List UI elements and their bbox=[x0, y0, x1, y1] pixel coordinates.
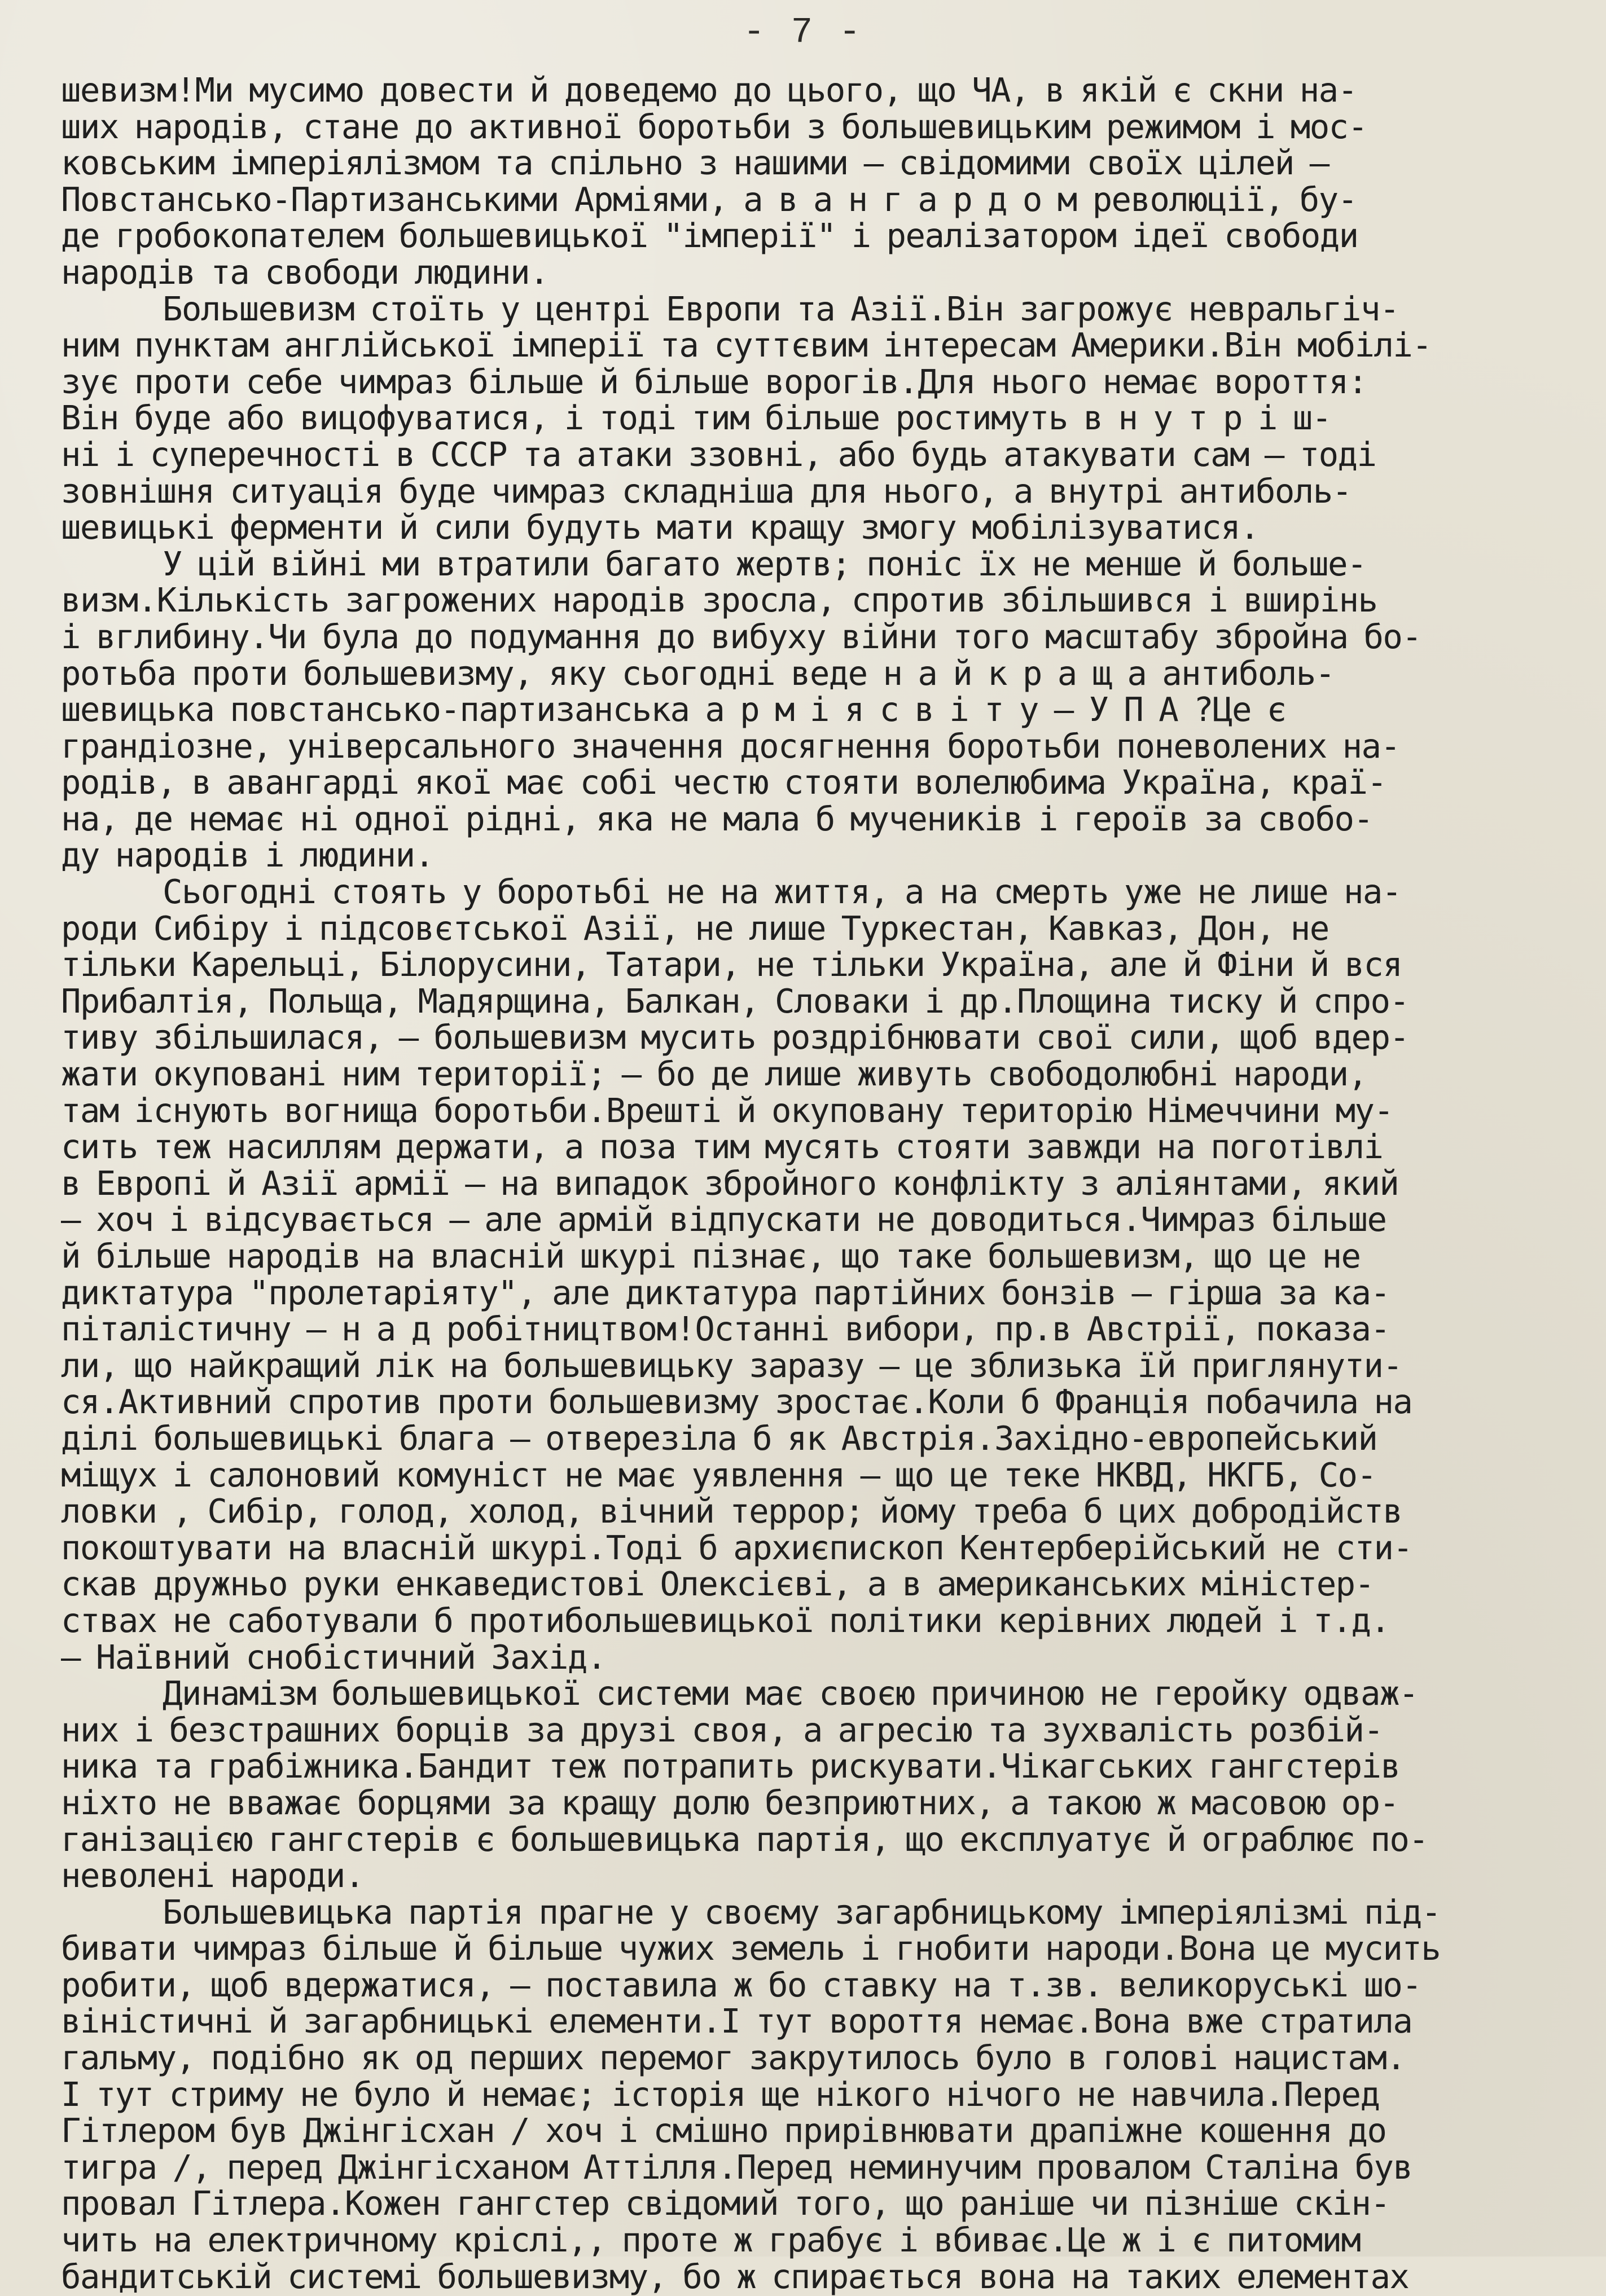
text-line: – хоч і відсувається – але армій відпускати не доводиться.Чимраз більше bbox=[61, 1200, 1386, 1239]
text-line: бандитській системі большевизму, бо ж спирається вона на таких елементах bbox=[61, 2257, 1409, 2296]
text-line: роди Сибіру і підсовєтської Азії, не лише Туркестан, Кавказ, Дон, не bbox=[61, 908, 1329, 948]
text-line: Прибалтія, Польща, Мадярщина, Балкан, Словаки і др.Площина тиску й спро- bbox=[61, 981, 1409, 1021]
text-line: народів та свободи людини. bbox=[61, 252, 549, 292]
text-line: ділі большевицькі блага – отверезіла б як Австрія.Західно-европейський bbox=[61, 1418, 1377, 1458]
text-line: ні і суперечності в СССР та атаки ззовні, або будь атакувати сам – тоді bbox=[61, 434, 1376, 474]
text-line: шевизм!Ми мусимо довести й доведемо до цього, що ЧА, в якій є скни на- bbox=[61, 71, 1357, 109]
text-line: провал Гітлера.Кожен гангстер свідомий того, що раніше чи пізніше скін- bbox=[61, 2184, 1390, 2223]
text-line: Повстансько-Партизанськими Арміями, а в а н г а р д о м революції, бу- bbox=[61, 179, 1357, 219]
text-line: ли, що найкращий лік на большевицьку заразу – це зблизька їй приглянути- bbox=[61, 1345, 1402, 1385]
text-line: ловки , Сибір, голод, холод, вічний террор; йому треба б цих добродійств bbox=[61, 1492, 1402, 1531]
paragraph-first-line: Большевицька партія прагне у своєму загарбницькому імперіялізмі під- bbox=[163, 1892, 1441, 1932]
text-line: жати окуповані ним території; – бо де лише живуть свободолюбні народи, bbox=[61, 1054, 1367, 1094]
text-line: родів, в авангарді якої має собі честю стояти волелюбима Україна, краї- bbox=[61, 763, 1386, 802]
text-line: піталістичну – н а д робітництвом!Останні вибори, пр.в Австрії, показа- bbox=[61, 1309, 1390, 1349]
text-line: ковським імперіялізмом та спільно з нашими – свідомими своїх цілей – bbox=[61, 143, 1329, 183]
text-line: Гітлером був Джінгісхан / хоч і смішно прирівнювати драпіжне кошення до bbox=[61, 2111, 1386, 2150]
paragraph-first-line: Сьогодні стоять у боротьбі не на життя, а на смерть уже не лише на- bbox=[163, 872, 1401, 912]
text-line: на, де немає ні одної рідні, яка не мала б мучеників і героїв за свобо- bbox=[61, 799, 1373, 838]
text-line: гальму, подібно як од перших перемог закрутилось було в голові нацистам. bbox=[61, 2038, 1406, 2078]
text-line: скав дружньо руки енкаведистові Олексієві, а в американських міністер- bbox=[61, 1564, 1374, 1604]
text-line: – Наївний снобістичний Захід. bbox=[61, 1637, 606, 1677]
text-line: І тут стриму не було й немає; історія ще нікого нічого не навчила.Перед bbox=[61, 2074, 1380, 2114]
text-line: чить на електричному кріслі,, проте ж грабує і вбиває.Це ж і є питомим bbox=[61, 2220, 1361, 2260]
text-line: диктатура "пролетаріяту", але диктатура партійних бонзів – гірша за ка- bbox=[61, 1273, 1390, 1312]
text-line: в Европі й Азії армії – на випадок збройного конфлікту з аліянтами, який bbox=[61, 1163, 1399, 1203]
text-line: покоштувати на власній шкурі.Тоді б архиєпископ Кентерберійський не сти- bbox=[61, 1528, 1412, 1567]
text-line: ніхто не вважає борцями за кращу долю безприютних, а такою ж масовою ор- bbox=[61, 1783, 1399, 1822]
text-line: міщух і салоновий комуніст не має уявлення – що це теке НКВД, НКГБ, Со- bbox=[61, 1455, 1376, 1494]
text-line: віністичні й загарбницькі елементи.І тут вороття немає.Вона вже стратила bbox=[61, 2002, 1412, 2041]
text-line: зовнішня ситуація буде чимраз складніша для нього, а внутрі антиболь- bbox=[61, 471, 1352, 511]
text-line: зує проти себе чимраз більше й більше ворогів.Для нього немає вороття: bbox=[61, 362, 1367, 401]
text-line: ду народів і людини. bbox=[61, 835, 434, 875]
text-line: Він буде або вицофуватися, і тоді тим більше ростимуть в н у т р і ш- bbox=[61, 398, 1331, 438]
text-line: там існують вогнища боротьби.Врешті й окуповану територію Німеччини му- bbox=[61, 1090, 1393, 1130]
text-line: й більше народів на власній шкурі пізнає, що таке большевизм, що це не bbox=[61, 1237, 1361, 1275]
paragraph-first-line: Динамізм большевицької системи має своєю причиною не геройку одваж- bbox=[163, 1674, 1418, 1713]
text-line: тигра /, перед Джінгісханом Аттілля.Перед неминучим провалом Сталіна був bbox=[61, 2147, 1412, 2187]
text-line: ших народів, стане до активної боротьби з большевицьким режимом і мос- bbox=[61, 107, 1367, 146]
text-line: бивати чимраз більше й більше чужих земель і гнобити народи.Вона це мусить bbox=[61, 1929, 1441, 1968]
text-line: тиву збільшилася, – большевизм мусить роздрібнювати свої сили, щоб вдер- bbox=[61, 1018, 1409, 1057]
text-line: ротьба проти большевизму, яку сьогодні веде н а й к р а щ а антиболь- bbox=[61, 653, 1335, 693]
text-line: ся.Активний спротив проти большевизму зростає.Коли б Франція побачила на bbox=[61, 1382, 1412, 1422]
text-line: де гробокопателем большевицької "імперії" і реалізатором ідеї свободи bbox=[61, 216, 1358, 256]
text-line: тільки Карельці, Білорусини, Татари, не тільки Україна, але й Фіни й вся bbox=[61, 945, 1402, 984]
text-line: і вглибину.Чи була до подумання до вибуху війни того масштабу збройна бо- bbox=[61, 617, 1421, 656]
text-line: ганізацією гангстерів є большевицька партія, що експлуатує й ограблює по- bbox=[61, 1819, 1428, 1859]
text-line: шевицькі ферменти й сили будуть мати кращу змогу мобілізуватися. bbox=[61, 508, 1259, 547]
text-line: ствах не саботували б протибольшевицької політики керівних людей і т.д. bbox=[61, 1600, 1390, 1640]
document-body bbox=[61, 72, 1585, 2295]
paragraph-first-line: Большевизм стоїть у центрі Европи та Азії.Він загрожує невральгіч- bbox=[163, 289, 1399, 328]
text-line: ним пунктам англійської імперії та суттєвим інтересам Америки.Він мобілі- bbox=[61, 326, 1432, 365]
text-line: них і безстрашних борців за друзі своя, а агресію та зухвалість розбій- bbox=[61, 1710, 1383, 1749]
text-line: ника та грабіжника.Бандит теж потрапить рискувати.Чікагських гангстерів bbox=[61, 1747, 1400, 1786]
text-line: неволені народи. bbox=[61, 1856, 364, 1895]
text-line: шевицька повстансько-партизанська а р м і я с в і т у – У П А ?Це є bbox=[61, 690, 1286, 729]
text-line: сить теж насиллям держати, а поза тим мусять стояти завжди на поготівлі bbox=[61, 1127, 1383, 1167]
paragraph-first-line: У цій війні ми втратили багато жертв; поніс їх не менше й больше- bbox=[163, 544, 1366, 583]
text-line: визм.Кількість загрожених народів зросла, спротив збільшився і вширінь bbox=[61, 580, 1377, 620]
page-number: - 7 - bbox=[743, 12, 863, 53]
text-line: робити, щоб вдержатися, – поставила ж бо ставку на т.зв. великоруські шо- bbox=[61, 1965, 1421, 2004]
text-line: грандіозне, універсального значення досягнення боротьби поневолених на- bbox=[61, 726, 1400, 766]
